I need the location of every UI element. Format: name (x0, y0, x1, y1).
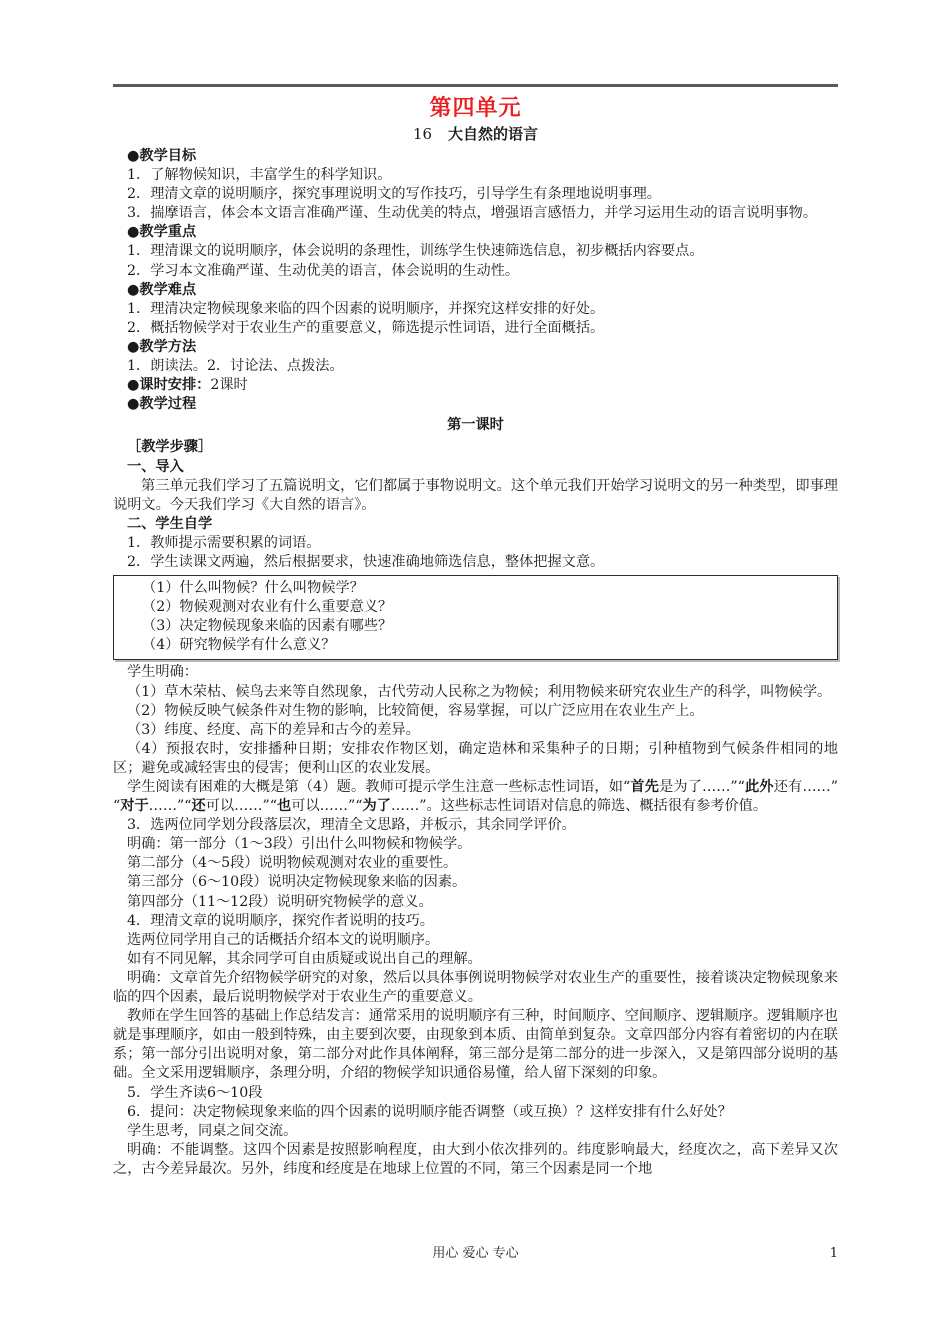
lesson-number: 16 (412, 125, 433, 143)
heading-process: ●教学过程 (127, 396, 197, 413)
marker-emphasis-6: 为了 (362, 798, 391, 815)
document-content (113, 96, 838, 1179)
structure-part-1: 明确：第一部分（1～3段）引出什么叫物候和物候学。 (127, 836, 472, 853)
marker-emphasis-1: 首先 (630, 779, 660, 795)
step-6-sub: 学生思考，同桌之间交流。 (127, 1122, 298, 1139)
question-box (113, 575, 838, 660)
marker-words-paragraph (113, 778, 838, 816)
answer-item-2: （2）物候反映气候条件对生物的影响，比较简便，容易掌握，可以广泛应用在农业生产上。 (127, 702, 704, 719)
objective-item-1: 1．了解物候知识，丰富学生的科学知识。 (127, 167, 392, 184)
heading-objectives: ●教学目标 (127, 148, 197, 164)
marker-part-5: 可以……”“ (291, 798, 363, 815)
heading-introduction: 一、导入 (127, 458, 184, 475)
marker-emphasis-3: 对于 (120, 798, 149, 815)
self-study-item-2: 2．学生读课文两遍，然后根据要求，快速准确地筛选信息，整体把握文意。 (127, 553, 605, 570)
marker-emphasis-2: 此外 (744, 779, 774, 795)
marker-tail: 这些标志性词语对信息的筛选、概括很有参考价值。 (440, 798, 768, 815)
heading-period-one: 第一课时 (447, 417, 504, 434)
unit-title: 第四单元 (429, 96, 522, 121)
method-item-1: 1．朗读法。2．讨论法、点拨法。 (127, 358, 344, 375)
marker-part-1: 是为了……”“ (659, 779, 745, 795)
heading-schedule (113, 376, 838, 395)
page-number: 1 (829, 1246, 838, 1261)
structure-part-3: 第三部分（6～10段）说明决定物候现象来临的因素。 (127, 874, 467, 891)
objective-item-2: 2．理清文章的说明顺序，探究事理说明文的写作技巧，引导学生有条理地说明事理。 (127, 186, 661, 203)
structure-part-2: 第二部分（4～5段）说明物候观测对农业的重要性。 (127, 855, 458, 872)
heading-self-study: 二、学生自学 (127, 515, 213, 532)
lesson-title-text: 大自然的语言 (448, 125, 539, 143)
lesson-title (113, 123, 838, 145)
difficulty-item-1: 1．理清决定物候现象来临的四个因素的说明顺序，并探究这样安排的好处。 (127, 300, 605, 317)
answer-item-3: （3）纬度、经度、高下的差异和古今的差异。 (127, 721, 420, 738)
step-4-sub-1: 选两位同学用自己的话概括介绍本文的说明顺序。 (127, 931, 440, 948)
step-6-answer: 明确：不能调整。这四个因素是按照影响程度，由大到小依次排列的。纬度影响最大，经度次之，高下差异又次之，古今差异最次。另外，纬度和经度是在地球上位置的不同，第三个因素是同一个地 (113, 1141, 838, 1177)
schedule-label: ●课时安排： (127, 377, 211, 394)
question-item-1: （1）什么叫物候？什么叫物候学？ (142, 580, 364, 597)
difficulty-item-2: 2．概括物候学对于农业生产的重要意义，筛选提示性词语，进行全面概括。 (127, 319, 605, 336)
marker-lead: 学生阅读有困难的大概是第（4）题。教师可提示学生注意一些标志性词语，如“ (127, 779, 631, 795)
marker-part-6: ……”。 (390, 798, 441, 815)
answer-item-4: （4）预报农时，安排播种日期；安排农作物区划，确定造林和采集种子的日期；引种植物到气候条件相同的地区；避免或减轻害虫的侵害；便利山区的农业发展。 (113, 740, 838, 776)
step-6: 6．提问：决定物候现象来临的四个因素的说明顺序能否调整（或互换）？这样安排有什么好处？ (127, 1103, 732, 1120)
heading-key-points: ●教学重点 (127, 224, 197, 241)
teacher-summary: 教师在学生回答的基础上作总结发言：通常采用的说明顺序有三种，时间顺序、空间顺序、逻辑顺序。逻辑顺序也就是事理顺序，如由一般到特殊，由主要到次要，由现象到本质、由简单到复杂。文章四部分内容有着密切的内在联系；第一部分引出说明对象，第二部分对此作具体阐释，第三部分是第二部分的进一步深入，又是第四部分说明的基础。全文采用逻辑顺序，条理分明，介绍的物候学知识通俗易懂，给人留下深刻的印象。 (113, 1008, 838, 1082)
question-item-2: （2）物候观测对农业有什么重要意义？ (142, 599, 393, 616)
step-4: 4．理清文章的说明顺序，探究作者说明的技巧。 (127, 912, 434, 929)
structure-part-4: 第四部分（11～12段）说明研究物候学的意义。 (127, 893, 433, 910)
answer-item-1: （1）草木荣枯、候鸟去来等自然现象，古代劳动人民称之为物候；利用物候来研究农业生产的科学，叫物候学。 (127, 683, 832, 700)
label-teaching-steps: ［教学步骤］ (127, 439, 213, 456)
footer-motto: 用心 爱心 专心 (432, 1246, 519, 1261)
marker-part-3: ……”“ (148, 798, 192, 815)
marker-emphasis-5: 也 (277, 798, 292, 815)
self-study-item-1: 1．教师提示需要积累的词语。 (127, 534, 321, 551)
key-point-item-1: 1．理清课文的说明顺序，体会说明的条理性，训练学生快速筛选信息，初步概括内容要点。 (127, 243, 704, 260)
page-footer (113, 1245, 838, 1263)
heading-methods: ●教学方法 (127, 338, 197, 355)
marker-part-4: 可以……”“ (205, 798, 278, 815)
key-point-item-2: 2．学习本文准确严谨、生动优美的语言，体会说明的生动性。 (127, 262, 520, 279)
step-3: 3．选两位同学划分段落层次，理清全文思路，并板示，其余同学评价。 (127, 817, 576, 834)
schedule-value: 2课时 (210, 377, 248, 394)
header-rule (113, 84, 838, 87)
marker-emphasis-4: 还 (191, 798, 206, 815)
step-5: 5．学生齐读6～10段 (127, 1084, 263, 1101)
answers-label: 学生明确： (127, 664, 198, 681)
introduction-body: 第三单元我们学习了五篇说明文，它们都属于事物说明文。这个单元我们开始学习说明文的另一种类型，即事理说明文。今天我们学习《大自然的语言》。 (113, 477, 838, 513)
question-item-3: （3）决定物候现象来临的因素有哪些？ (142, 618, 393, 635)
step-4-sub-3: 明确：文章首先介绍物候学研究的对象，然后以具体事例说明物候学对农业生产的重要性，接着谈决定物候现象来临的四个因素，最后说明物候学对于农业生产的重要意义。 (113, 969, 838, 1006)
step-4-sub-2: 如有不同见解，其余同学可自由质疑或说出自己的理解。 (127, 950, 482, 967)
marker-part-2: 还有……”“ (113, 779, 838, 815)
question-item-4: （4）研究物候学有什么意义？ (142, 637, 336, 654)
objective-item-3: 3．揣摩语言，体会本文语言准确严谨、生动优美的特点，增强语言感悟力，并学习运用生动的语言说明事物。 (127, 205, 818, 222)
heading-difficulties: ●教学难点 (127, 281, 197, 298)
